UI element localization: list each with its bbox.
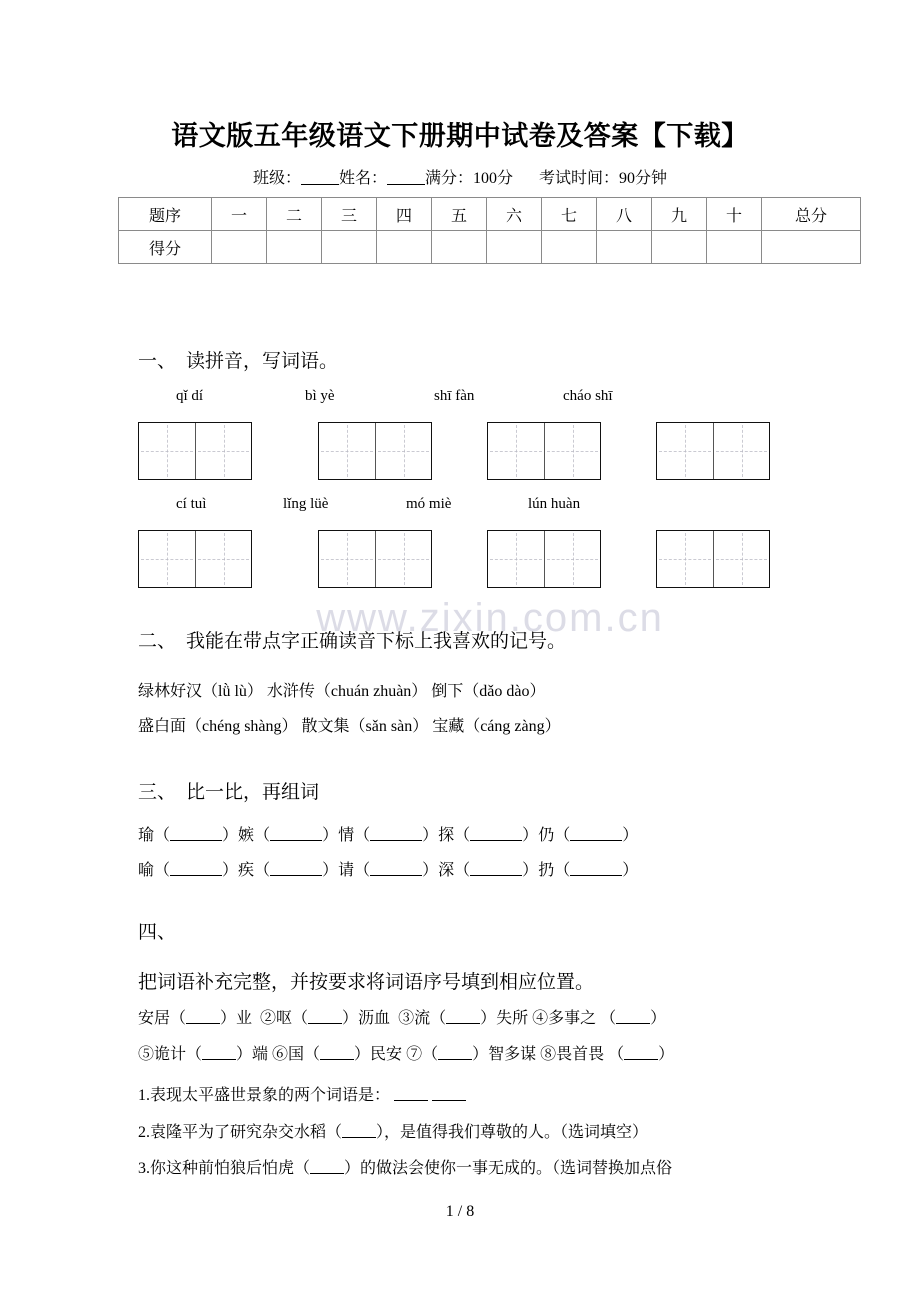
idiom-row-1 bbox=[138, 1005, 666, 1028]
col-header-5: 五 bbox=[432, 198, 487, 231]
name-label: 姓名： bbox=[338, 170, 387, 187]
section-heading-1 bbox=[138, 346, 338, 373]
section-3-row-1: 瑜（ ）嫉（ ）情（ ）探（ ）仍（ ） bbox=[138, 827, 639, 844]
char-2-3: 请 bbox=[338, 862, 355, 879]
idiom-3-before: ③流（ bbox=[398, 1010, 447, 1027]
section-4-instruction: 把词语补充完整，并按要求将词语序号填到相应位置。 bbox=[138, 972, 595, 993]
idiom-blank[interactable] bbox=[186, 1010, 220, 1024]
pinyin-item-3: shī fàn bbox=[434, 388, 475, 404]
answer-blank[interactable] bbox=[470, 827, 522, 841]
tianzige-cell[interactable] bbox=[657, 531, 713, 587]
answer-blank[interactable] bbox=[570, 827, 622, 841]
idiom-blank[interactable] bbox=[624, 1046, 658, 1060]
col-header-8: 八 bbox=[597, 198, 652, 231]
idiom-5-after: ）端 bbox=[236, 1046, 269, 1063]
tianzige-cell[interactable] bbox=[375, 531, 431, 587]
watermark-text: www.zixin.com.cn bbox=[316, 596, 664, 640]
idiom-2-after: ）沥血 bbox=[342, 1010, 391, 1027]
class-blank bbox=[301, 169, 339, 185]
tianzige-cell[interactable] bbox=[139, 423, 195, 479]
idiom-blank[interactable] bbox=[202, 1046, 236, 1060]
score-cell-7[interactable] bbox=[542, 231, 597, 264]
section-4-question-2 bbox=[138, 1119, 648, 1142]
char-1-2: 嫉 bbox=[238, 827, 255, 844]
idiom-blank[interactable] bbox=[308, 1010, 342, 1024]
answer-blank[interactable] bbox=[170, 827, 222, 841]
section-title-3: 比一比，再组词 bbox=[186, 782, 320, 803]
answer-blank[interactable] bbox=[570, 862, 622, 876]
idiom-row-2 bbox=[138, 1041, 674, 1064]
idiom-4-after: ） bbox=[650, 1010, 667, 1027]
section-2-line-2: 盛白面（chéng shàng） 散文集（sǎn sàn） 宝藏（cáng zàng） bbox=[138, 718, 561, 735]
answer-blank[interactable] bbox=[370, 862, 422, 876]
idiom-6-before: ⑥国（ bbox=[272, 1046, 321, 1063]
score-cell-3[interactable] bbox=[322, 231, 377, 264]
col-header-9: 九 bbox=[652, 198, 707, 231]
char-1-3: 情 bbox=[338, 827, 355, 844]
tianzige-box-3[interactable] bbox=[487, 422, 601, 480]
section-title-2: 我能在带点字正确读音下标上我喜欢的记号。 bbox=[186, 631, 567, 652]
col-header-2: 二 bbox=[267, 198, 322, 231]
tianzige-cell[interactable] bbox=[195, 531, 251, 587]
page-title: 语文版五年级语文下册期中试卷及答案【下载】 bbox=[171, 121, 749, 151]
char-2-5: 扔 bbox=[538, 862, 555, 879]
idiom-8-before: ⑧畏首畏 （ bbox=[540, 1046, 625, 1063]
score-cell-6[interactable] bbox=[487, 231, 542, 264]
full-score-label: 满分： bbox=[424, 170, 473, 187]
idiom-4-before: ④多事之 （ bbox=[532, 1010, 617, 1027]
question-1-blank-b[interactable] bbox=[432, 1087, 466, 1101]
tianzige-box-8[interactable] bbox=[656, 530, 770, 588]
col-header-1: 一 bbox=[212, 198, 267, 231]
section-title-1: 读拼音，写词语。 bbox=[186, 351, 339, 372]
tianzige-cell[interactable] bbox=[139, 531, 195, 587]
tianzige-box-7[interactable] bbox=[487, 530, 601, 588]
tianzige-cell[interactable] bbox=[657, 423, 713, 479]
row-label-score: 得分 bbox=[119, 231, 212, 264]
idiom-blank[interactable] bbox=[616, 1010, 650, 1024]
answer-blank[interactable] bbox=[170, 862, 222, 876]
tianzige-cell[interactable] bbox=[375, 423, 431, 479]
char-1-4: 探 bbox=[438, 827, 455, 844]
question-3-text-after: ）的做法会使你一事无成的。（选词替换加点俗 bbox=[344, 1160, 673, 1177]
answer-blank[interactable] bbox=[370, 827, 422, 841]
question-1-blank-a[interactable] bbox=[394, 1087, 428, 1101]
idiom-6-after: ）民安 bbox=[354, 1046, 403, 1063]
section-heading-3 bbox=[138, 777, 319, 804]
idiom-8-after: ） bbox=[658, 1046, 675, 1063]
score-cell-9[interactable] bbox=[652, 231, 707, 264]
section-2-line-1: 绿林好汉（lǜ lù） 水浒传（chuán zhuàn） 倒下（dǎo dào） bbox=[138, 683, 546, 700]
answer-blank[interactable] bbox=[470, 862, 522, 876]
char-1-1: 瑜 bbox=[138, 827, 155, 844]
pinyin-item-4: cháo shī bbox=[563, 388, 613, 404]
tianzige-cell[interactable] bbox=[544, 423, 600, 479]
tianzige-cell[interactable] bbox=[195, 423, 251, 479]
pinyin-row-1 bbox=[138, 388, 838, 408]
col-header-4: 四 bbox=[377, 198, 432, 231]
score-cell-2[interactable] bbox=[267, 231, 322, 264]
question-2-text-before: 2.袁隆平为了研究杂交水稻（ bbox=[138, 1124, 343, 1141]
tianzige-cell[interactable] bbox=[544, 531, 600, 587]
question-2-blank[interactable] bbox=[342, 1124, 376, 1138]
pinyin-item-2: bì yè bbox=[305, 388, 335, 404]
tianzige-box-1[interactable] bbox=[138, 422, 252, 480]
pinyin-item-6: lǐng lüè bbox=[283, 496, 329, 512]
col-header-10: 十 bbox=[707, 198, 762, 231]
tianzige-box-4[interactable] bbox=[656, 422, 770, 480]
col-header-6: 六 bbox=[487, 198, 542, 231]
score-cell-10[interactable] bbox=[707, 231, 762, 264]
question-2-text-after: ），是值得我们尊敬的人。（选词填空） bbox=[376, 1124, 649, 1141]
col-header-7: 七 bbox=[542, 198, 597, 231]
tianzige-cell[interactable] bbox=[488, 423, 544, 479]
exam-time-label: 考试时间： bbox=[539, 170, 620, 187]
score-cell-1[interactable] bbox=[212, 231, 267, 264]
tianzige-box-5[interactable] bbox=[138, 530, 252, 588]
char-2-4: 深 bbox=[438, 862, 455, 879]
pinyin-item-7: mó miè bbox=[406, 496, 452, 512]
pinyin-item-8: lún huàn bbox=[528, 496, 581, 512]
char-1-5: 仍 bbox=[538, 827, 555, 844]
tianzige-cell[interactable] bbox=[488, 531, 544, 587]
score-cell-8[interactable] bbox=[597, 231, 652, 264]
exam-info-line bbox=[0, 165, 920, 188]
section-index-2: 二、 bbox=[138, 631, 177, 652]
section-index-1: 一、 bbox=[138, 351, 177, 372]
score-cell-5[interactable] bbox=[432, 231, 487, 264]
pinyin-item-1: qǐ dí bbox=[176, 388, 204, 404]
char-2-2: 疾 bbox=[238, 862, 255, 879]
answer-blank[interactable] bbox=[270, 862, 322, 876]
idiom-blank[interactable] bbox=[320, 1046, 354, 1060]
idiom-3-after: ）失所 bbox=[480, 1010, 529, 1027]
score-cell-4[interactable] bbox=[377, 231, 432, 264]
tianzige-box-2[interactable] bbox=[318, 422, 432, 480]
class-label: 班级： bbox=[252, 170, 301, 187]
section-index-4: 四、 bbox=[138, 922, 177, 943]
pinyin-item-5: cí tuì bbox=[176, 496, 207, 512]
section-heading-2 bbox=[138, 626, 566, 653]
idiom-2-before: ②呕（ bbox=[260, 1010, 309, 1027]
tianzige-cell[interactable] bbox=[319, 531, 375, 587]
question-3-text-before: 3.你这种前怕狼后怕虎（ bbox=[138, 1160, 311, 1177]
table-row-header bbox=[119, 198, 861, 231]
pinyin-row-2 bbox=[138, 496, 838, 516]
table-row-score bbox=[119, 231, 861, 264]
section-3-row-2: 喻（ ）疾（ ）请（ ）深（ ）扔（ ） bbox=[138, 862, 639, 879]
char-2-1: 喻 bbox=[138, 862, 155, 879]
full-score-value: 100分 bbox=[473, 170, 514, 187]
idiom-7-before: ⑦（ bbox=[406, 1046, 439, 1063]
idiom-blank[interactable] bbox=[438, 1046, 472, 1060]
tianzige-cell[interactable] bbox=[713, 423, 769, 479]
section-heading-4 bbox=[138, 917, 176, 944]
writing-grid-row-1 bbox=[138, 422, 838, 480]
tianzige-box-6[interactable] bbox=[318, 530, 432, 588]
idiom-5-before: ⑤诡计（ bbox=[138, 1046, 203, 1063]
score-table bbox=[118, 197, 861, 264]
exam-time-value: 90分钟 bbox=[619, 170, 668, 187]
idiom-1-before: 安居（ bbox=[138, 1010, 187, 1027]
idiom-1-after: ）业 bbox=[220, 1010, 253, 1027]
page-number: 1 / 8 bbox=[445, 1203, 475, 1220]
score-cell-total[interactable] bbox=[762, 231, 861, 264]
idiom-blank[interactable] bbox=[446, 1010, 480, 1024]
idiom-7-after: ）智多谋 bbox=[472, 1046, 537, 1063]
row-label-question-no: 题序 bbox=[119, 198, 212, 231]
name-blank bbox=[387, 169, 425, 185]
tianzige-cell[interactable] bbox=[713, 531, 769, 587]
col-header-3: 三 bbox=[322, 198, 377, 231]
question-3-blank[interactable] bbox=[310, 1160, 344, 1174]
answer-blank[interactable] bbox=[270, 827, 322, 841]
writing-grid-row-2 bbox=[138, 530, 838, 588]
section-4-question-1 bbox=[138, 1082, 466, 1105]
col-header-total: 总分 bbox=[762, 198, 861, 231]
tianzige-cell[interactable] bbox=[319, 423, 375, 479]
section-4-question-3 bbox=[138, 1155, 672, 1178]
question-1-text: 1.表现太平盛世景象的两个词语是： bbox=[138, 1087, 391, 1104]
section-index-3: 三、 bbox=[138, 782, 177, 803]
